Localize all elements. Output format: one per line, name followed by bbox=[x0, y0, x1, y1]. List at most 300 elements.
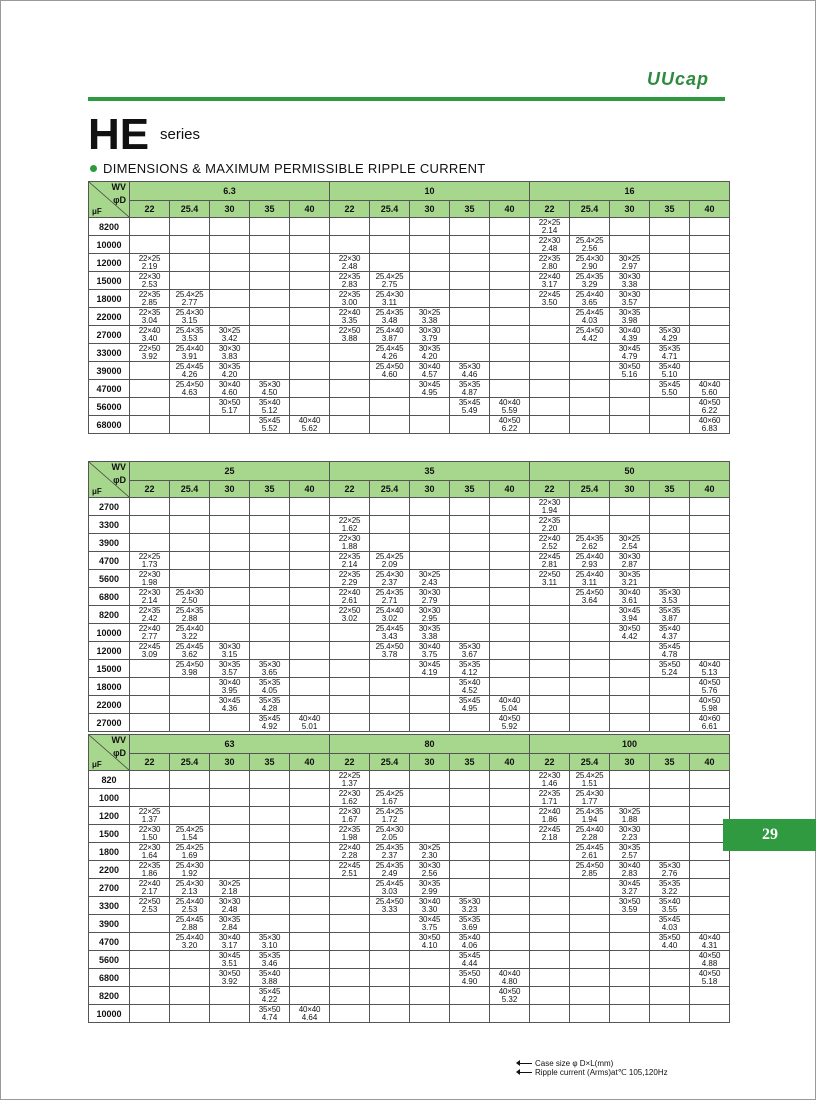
spec-cell bbox=[330, 344, 370, 362]
spec-cell bbox=[690, 308, 730, 326]
case-size: 40×50 bbox=[698, 397, 721, 407]
capacitance-cell: 39000 bbox=[89, 362, 130, 380]
spec-cell bbox=[490, 236, 530, 254]
ripple-current: 1.94 bbox=[581, 814, 598, 824]
spec-cell bbox=[130, 789, 170, 807]
spec-cell bbox=[610, 969, 650, 987]
spec-cell bbox=[530, 326, 570, 344]
spec-cell bbox=[170, 552, 210, 570]
ripple-current: 2.51 bbox=[341, 868, 358, 878]
header-voltage-row bbox=[89, 462, 730, 481]
spec-cell bbox=[650, 498, 690, 516]
case-size: 22×35 bbox=[538, 788, 561, 798]
spec-cell bbox=[530, 344, 570, 362]
spec-cell bbox=[570, 398, 610, 416]
case-size: 30×35 bbox=[618, 842, 641, 852]
ripple-current: 3.88 bbox=[341, 333, 358, 343]
table-row bbox=[89, 254, 730, 272]
ripple-current: 2.49 bbox=[381, 868, 398, 878]
case-size: 25.4×45 bbox=[175, 361, 204, 371]
table-row bbox=[89, 534, 730, 552]
ripple-current: 2.90 bbox=[581, 261, 598, 271]
case-size: 35×30 bbox=[658, 587, 681, 597]
ripple-current: 5.18 bbox=[701, 976, 718, 986]
capacitance-cell: 3300 bbox=[89, 516, 130, 534]
spec-cell bbox=[290, 362, 330, 380]
case-size: 22×30 bbox=[138, 569, 161, 579]
spec-cell bbox=[210, 843, 250, 861]
ripple-current: 2.76 bbox=[661, 868, 678, 878]
case-size: 30×45 bbox=[218, 695, 241, 705]
capacitance-cell: 1000 bbox=[89, 789, 130, 807]
ripple-current: 3.50 bbox=[541, 297, 558, 307]
spec-cell bbox=[170, 1005, 210, 1023]
ripple-current: 2.61 bbox=[581, 850, 598, 860]
ripple-current: 2.56 bbox=[581, 243, 598, 253]
spec-cell bbox=[570, 897, 610, 915]
spec-cell bbox=[330, 771, 370, 789]
spec-cell bbox=[570, 660, 610, 678]
spec-cell bbox=[570, 290, 610, 308]
spec-cell bbox=[210, 969, 250, 987]
spec-cell bbox=[610, 696, 650, 714]
spec-cell bbox=[370, 843, 410, 861]
spec-cell bbox=[570, 326, 610, 344]
spec-cell bbox=[170, 987, 210, 1005]
ripple-current: 2.14 bbox=[341, 559, 358, 569]
case-size: 35×35 bbox=[458, 379, 481, 389]
spec-cell bbox=[410, 825, 450, 843]
spec-cell bbox=[450, 588, 490, 606]
spec-cell bbox=[450, 951, 490, 969]
spec-cell bbox=[530, 498, 570, 516]
case-size: 30×45 bbox=[418, 914, 441, 924]
spec-cell bbox=[210, 326, 250, 344]
spec-cell bbox=[210, 398, 250, 416]
ripple-current: 2.84 bbox=[221, 922, 238, 932]
spec-cell bbox=[370, 951, 410, 969]
case-size: 25.4×40 bbox=[575, 824, 604, 834]
capacitance-cell: 10000 bbox=[89, 1005, 130, 1023]
ripple-current: 2.57 bbox=[621, 850, 638, 860]
capacitance-cell: 56000 bbox=[89, 398, 130, 416]
spec-cell bbox=[210, 642, 250, 660]
case-size: 30×40 bbox=[218, 379, 241, 389]
spec-cell bbox=[130, 362, 170, 380]
ripple-current: 6.83 bbox=[701, 423, 718, 433]
case-size: 35×30 bbox=[258, 659, 281, 669]
spec-cell bbox=[610, 362, 650, 380]
section-heading-text: DIMENSIONS & MAXIMUM PERMISSIBLE RIPPLE CURRENT bbox=[103, 161, 486, 176]
ripple-current: 5.01 bbox=[301, 721, 318, 731]
case-size: 30×35 bbox=[618, 569, 641, 579]
spec-cell bbox=[130, 969, 170, 987]
spec-cell bbox=[570, 861, 610, 879]
voltage-header: 16 bbox=[530, 182, 730, 201]
spec-cell bbox=[490, 570, 530, 588]
ripple-current: 6.22 bbox=[701, 405, 718, 415]
spec-cell bbox=[450, 326, 490, 344]
diameter-header: 30 bbox=[210, 201, 250, 218]
ripple-current: 3.29 bbox=[581, 279, 598, 289]
spec-cell bbox=[290, 987, 330, 1005]
spec-cell bbox=[370, 272, 410, 290]
spec-cell bbox=[650, 660, 690, 678]
spec-cell bbox=[650, 678, 690, 696]
case-size: 35×50 bbox=[658, 932, 681, 942]
ripple-current: 3.03 bbox=[381, 886, 398, 896]
spec-cell bbox=[690, 789, 730, 807]
spec-cell bbox=[690, 771, 730, 789]
spec-cell bbox=[530, 951, 570, 969]
spec-cell bbox=[490, 897, 530, 915]
spec-cell bbox=[690, 588, 730, 606]
case-size: 22×50 bbox=[138, 343, 161, 353]
capacitance-cell: 8200 bbox=[89, 987, 130, 1005]
section-heading bbox=[90, 161, 486, 176]
table-row bbox=[89, 678, 730, 696]
diameter-header: 40 bbox=[690, 754, 730, 771]
case-size: 30×40 bbox=[218, 677, 241, 687]
spec-cell bbox=[170, 771, 210, 789]
spec-cell bbox=[450, 552, 490, 570]
capacitance-cell: 18000 bbox=[89, 678, 130, 696]
ripple-current: 5.62 bbox=[301, 423, 318, 433]
case-size: 22×30 bbox=[538, 497, 561, 507]
spec-cell bbox=[290, 951, 330, 969]
diameter-header: 35 bbox=[650, 754, 690, 771]
table-row bbox=[89, 933, 730, 951]
spec-cell bbox=[250, 624, 290, 642]
spec-cell bbox=[530, 789, 570, 807]
spec-cell bbox=[410, 326, 450, 344]
spec-cell bbox=[650, 218, 690, 236]
spec-cell bbox=[650, 416, 690, 434]
spec-cell bbox=[690, 362, 730, 380]
ripple-current: 3.09 bbox=[141, 649, 158, 659]
spec-cell bbox=[170, 951, 210, 969]
ripple-current: 2.05 bbox=[381, 832, 398, 842]
case-size: 25.4×30 bbox=[575, 253, 604, 263]
spec-cell bbox=[490, 516, 530, 534]
ripple-current: 3.53 bbox=[181, 333, 198, 343]
table-row bbox=[89, 552, 730, 570]
spec-cell bbox=[410, 678, 450, 696]
spec-cell bbox=[650, 272, 690, 290]
spec-cell bbox=[690, 254, 730, 272]
case-size: 22×50 bbox=[138, 896, 161, 906]
spec-cell bbox=[330, 588, 370, 606]
case-size: 25.4×45 bbox=[175, 914, 204, 924]
spec-cell bbox=[530, 416, 570, 434]
spec-cell bbox=[450, 308, 490, 326]
ripple-current: 3.51 bbox=[221, 958, 238, 968]
capacitance-cell: 5600 bbox=[89, 570, 130, 588]
table-row bbox=[89, 398, 730, 416]
spec-cell bbox=[490, 789, 530, 807]
corner-diameter-label: φD bbox=[113, 475, 126, 485]
ripple-current: 4.39 bbox=[621, 333, 638, 343]
spec-cell bbox=[610, 236, 650, 254]
table-row bbox=[89, 380, 730, 398]
spec-cell bbox=[370, 416, 410, 434]
diameter-header: 25.4 bbox=[370, 481, 410, 498]
spec-cell bbox=[290, 660, 330, 678]
case-size: 25.4×45 bbox=[575, 842, 604, 852]
ripple-current: 2.80 bbox=[541, 261, 558, 271]
spec-cell bbox=[130, 272, 170, 290]
spec-cell bbox=[250, 825, 290, 843]
case-size: 30×35 bbox=[218, 659, 241, 669]
spec-cell bbox=[210, 915, 250, 933]
ripple-current: 2.28 bbox=[581, 832, 598, 842]
spec-cell bbox=[330, 933, 370, 951]
legend-case-size-label: Case size φ D×L(mm) bbox=[535, 1059, 614, 1068]
spec-cell bbox=[490, 696, 530, 714]
case-size: 22×25 bbox=[338, 515, 361, 525]
spec-cell bbox=[170, 861, 210, 879]
spec-cell bbox=[490, 807, 530, 825]
header-diameter-row bbox=[89, 481, 730, 498]
table-row bbox=[89, 326, 730, 344]
case-size: 25.4×40 bbox=[375, 605, 404, 615]
case-size: 35×45 bbox=[458, 397, 481, 407]
case-size: 30×45 bbox=[618, 878, 641, 888]
spec-cell bbox=[170, 789, 210, 807]
spec-cell bbox=[210, 344, 250, 362]
case-size: 35×30 bbox=[258, 379, 281, 389]
spec-cell bbox=[210, 308, 250, 326]
spec-cell bbox=[450, 915, 490, 933]
spec-cell bbox=[370, 897, 410, 915]
table-row bbox=[89, 218, 730, 236]
spec-cell bbox=[290, 825, 330, 843]
case-size: 30×25 bbox=[218, 878, 241, 888]
diameter-header: 30 bbox=[610, 754, 650, 771]
diameter-header: 30 bbox=[210, 481, 250, 498]
header-corner bbox=[89, 735, 130, 771]
ripple-current: 1.69 bbox=[181, 850, 198, 860]
capacitance-cell: 8200 bbox=[89, 218, 130, 236]
spec-cell bbox=[330, 915, 370, 933]
spec-cell bbox=[570, 498, 610, 516]
spec-cell bbox=[370, 1005, 410, 1023]
spec-cell bbox=[490, 642, 530, 660]
ripple-current: 5.60 bbox=[701, 387, 718, 397]
spec-cell bbox=[250, 771, 290, 789]
spec-cell bbox=[450, 534, 490, 552]
spec-cell bbox=[210, 290, 250, 308]
spec-cell bbox=[410, 516, 450, 534]
spec-cell bbox=[690, 879, 730, 897]
spec-cell bbox=[410, 570, 450, 588]
capacitance-cell: 4700 bbox=[89, 933, 130, 951]
case-size: 30×35 bbox=[618, 307, 641, 317]
ripple-current: 2.28 bbox=[341, 850, 358, 860]
spec-cell bbox=[570, 951, 610, 969]
spec-cell bbox=[370, 290, 410, 308]
case-size: 25.4×45 bbox=[575, 307, 604, 317]
ripple-current: 5.92 bbox=[501, 721, 518, 731]
case-size: 40×50 bbox=[698, 695, 721, 705]
capacitance-cell: 47000 bbox=[89, 380, 130, 398]
spec-cell bbox=[370, 987, 410, 1005]
table-legend bbox=[515, 1059, 668, 1077]
ripple-current: 2.48 bbox=[221, 904, 238, 914]
table-row bbox=[89, 642, 730, 660]
spec-cell bbox=[210, 606, 250, 624]
case-size: 30×30 bbox=[218, 641, 241, 651]
table-row bbox=[89, 696, 730, 714]
spec-cell bbox=[530, 534, 570, 552]
ripple-current: 5.59 bbox=[501, 405, 518, 415]
ripple-current: 4.26 bbox=[181, 369, 198, 379]
diameter-header: 22 bbox=[130, 201, 170, 218]
spec-cell bbox=[650, 606, 690, 624]
ripple-current: 1.64 bbox=[141, 850, 158, 860]
ripple-current: 3.57 bbox=[621, 297, 638, 307]
ripple-current: 1.46 bbox=[541, 778, 558, 788]
spec-cell bbox=[210, 879, 250, 897]
spec-cell bbox=[210, 789, 250, 807]
ripple-current: 2.17 bbox=[141, 886, 158, 896]
case-size: 25.4×30 bbox=[575, 788, 604, 798]
case-size: 30×45 bbox=[218, 950, 241, 960]
spec-cell bbox=[490, 380, 530, 398]
legend-ripple-label: Ripple current (Arms)at℃ 105,120Hz bbox=[535, 1068, 668, 1077]
capacitance-cell: 15000 bbox=[89, 272, 130, 290]
ripple-current: 4.60 bbox=[221, 387, 238, 397]
diameter-header: 35 bbox=[250, 201, 290, 218]
spec-cell bbox=[610, 1005, 650, 1023]
spec-cell bbox=[330, 570, 370, 588]
ripple-current: 5.12 bbox=[261, 405, 278, 415]
case-size: 22×40 bbox=[338, 587, 361, 597]
ripple-current: 6.61 bbox=[701, 721, 718, 731]
capacitance-cell: 3300 bbox=[89, 897, 130, 915]
spec-cell bbox=[570, 825, 610, 843]
case-size: 22×35 bbox=[338, 824, 361, 834]
spec-cell bbox=[690, 660, 730, 678]
capacitance-cell: 10000 bbox=[89, 624, 130, 642]
spec-cell bbox=[490, 326, 530, 344]
ripple-current: 3.23 bbox=[461, 904, 478, 914]
capacitance-cell: 6800 bbox=[89, 969, 130, 987]
case-size: 22×35 bbox=[338, 551, 361, 561]
spec-cell bbox=[250, 254, 290, 272]
spec-cell bbox=[210, 516, 250, 534]
capacitance-cell: 820 bbox=[89, 771, 130, 789]
spec-cell bbox=[290, 807, 330, 825]
spec-cell bbox=[610, 570, 650, 588]
spec-cell bbox=[170, 254, 210, 272]
ripple-current: 5.10 bbox=[661, 369, 678, 379]
spec-cell bbox=[450, 897, 490, 915]
spec-cell bbox=[250, 516, 290, 534]
spec-cell bbox=[210, 380, 250, 398]
capacitance-cell: 4700 bbox=[89, 552, 130, 570]
ripple-current: 2.75 bbox=[381, 279, 398, 289]
diameter-header: 40 bbox=[490, 481, 530, 498]
spec-cell bbox=[570, 344, 610, 362]
case-size: 35×30 bbox=[258, 932, 281, 942]
spec-cell bbox=[610, 678, 650, 696]
spec-cell bbox=[450, 516, 490, 534]
diameter-header: 22 bbox=[530, 201, 570, 218]
spec-cell bbox=[370, 825, 410, 843]
spec-cell bbox=[170, 969, 210, 987]
case-size: 30×35 bbox=[418, 343, 441, 353]
spec-cell bbox=[170, 660, 210, 678]
ripple-current: 3.95 bbox=[221, 685, 238, 695]
spec-cell bbox=[370, 660, 410, 678]
spec-cell bbox=[330, 660, 370, 678]
case-size: 30×25 bbox=[418, 842, 441, 852]
case-size: 22×30 bbox=[138, 824, 161, 834]
case-size: 22×35 bbox=[338, 271, 361, 281]
spec-cell bbox=[330, 236, 370, 254]
spec-cell bbox=[290, 879, 330, 897]
spec-cell bbox=[250, 290, 290, 308]
spec-cell bbox=[170, 570, 210, 588]
spec-cell bbox=[450, 642, 490, 660]
case-size: 30×40 bbox=[418, 896, 441, 906]
spec-cell bbox=[330, 714, 370, 732]
spec-cell bbox=[210, 218, 250, 236]
spec-cell bbox=[690, 398, 730, 416]
spec-cell bbox=[650, 1005, 690, 1023]
spec-cell bbox=[690, 696, 730, 714]
spec-cell bbox=[610, 552, 650, 570]
spec-cell bbox=[250, 308, 290, 326]
spec-cell bbox=[450, 843, 490, 861]
spec-cell bbox=[690, 290, 730, 308]
spec-cell bbox=[330, 498, 370, 516]
capacitance-cell: 1500 bbox=[89, 825, 130, 843]
table-row bbox=[89, 843, 730, 861]
case-size: 25.4×50 bbox=[175, 379, 204, 389]
spec-cell bbox=[610, 642, 650, 660]
spec-cell bbox=[170, 624, 210, 642]
spec-cell bbox=[130, 771, 170, 789]
spec-cell bbox=[130, 498, 170, 516]
table-row bbox=[89, 588, 730, 606]
case-size: 35×40 bbox=[658, 896, 681, 906]
case-size: 35×35 bbox=[258, 950, 281, 960]
spec-cell bbox=[490, 398, 530, 416]
spec-cell bbox=[330, 326, 370, 344]
case-size: 35×45 bbox=[258, 713, 281, 723]
ripple-current: 4.31 bbox=[701, 940, 718, 950]
case-size: 40×40 bbox=[298, 415, 321, 425]
spec-cell bbox=[650, 789, 690, 807]
spec-cell bbox=[570, 807, 610, 825]
spec-cell bbox=[410, 534, 450, 552]
ripple-current: 3.22 bbox=[661, 886, 678, 896]
diameter-header: 35 bbox=[650, 201, 690, 218]
case-size: 40×50 bbox=[498, 986, 521, 996]
spec-cell bbox=[610, 380, 650, 398]
spec-cell bbox=[410, 1005, 450, 1023]
spec-cell bbox=[170, 606, 210, 624]
spec-cell bbox=[130, 308, 170, 326]
spec-cell bbox=[690, 570, 730, 588]
spec-cell bbox=[250, 606, 290, 624]
spec-cell bbox=[130, 879, 170, 897]
spec-cell bbox=[370, 570, 410, 588]
spec-cell bbox=[370, 236, 410, 254]
case-size: 40×50 bbox=[698, 950, 721, 960]
